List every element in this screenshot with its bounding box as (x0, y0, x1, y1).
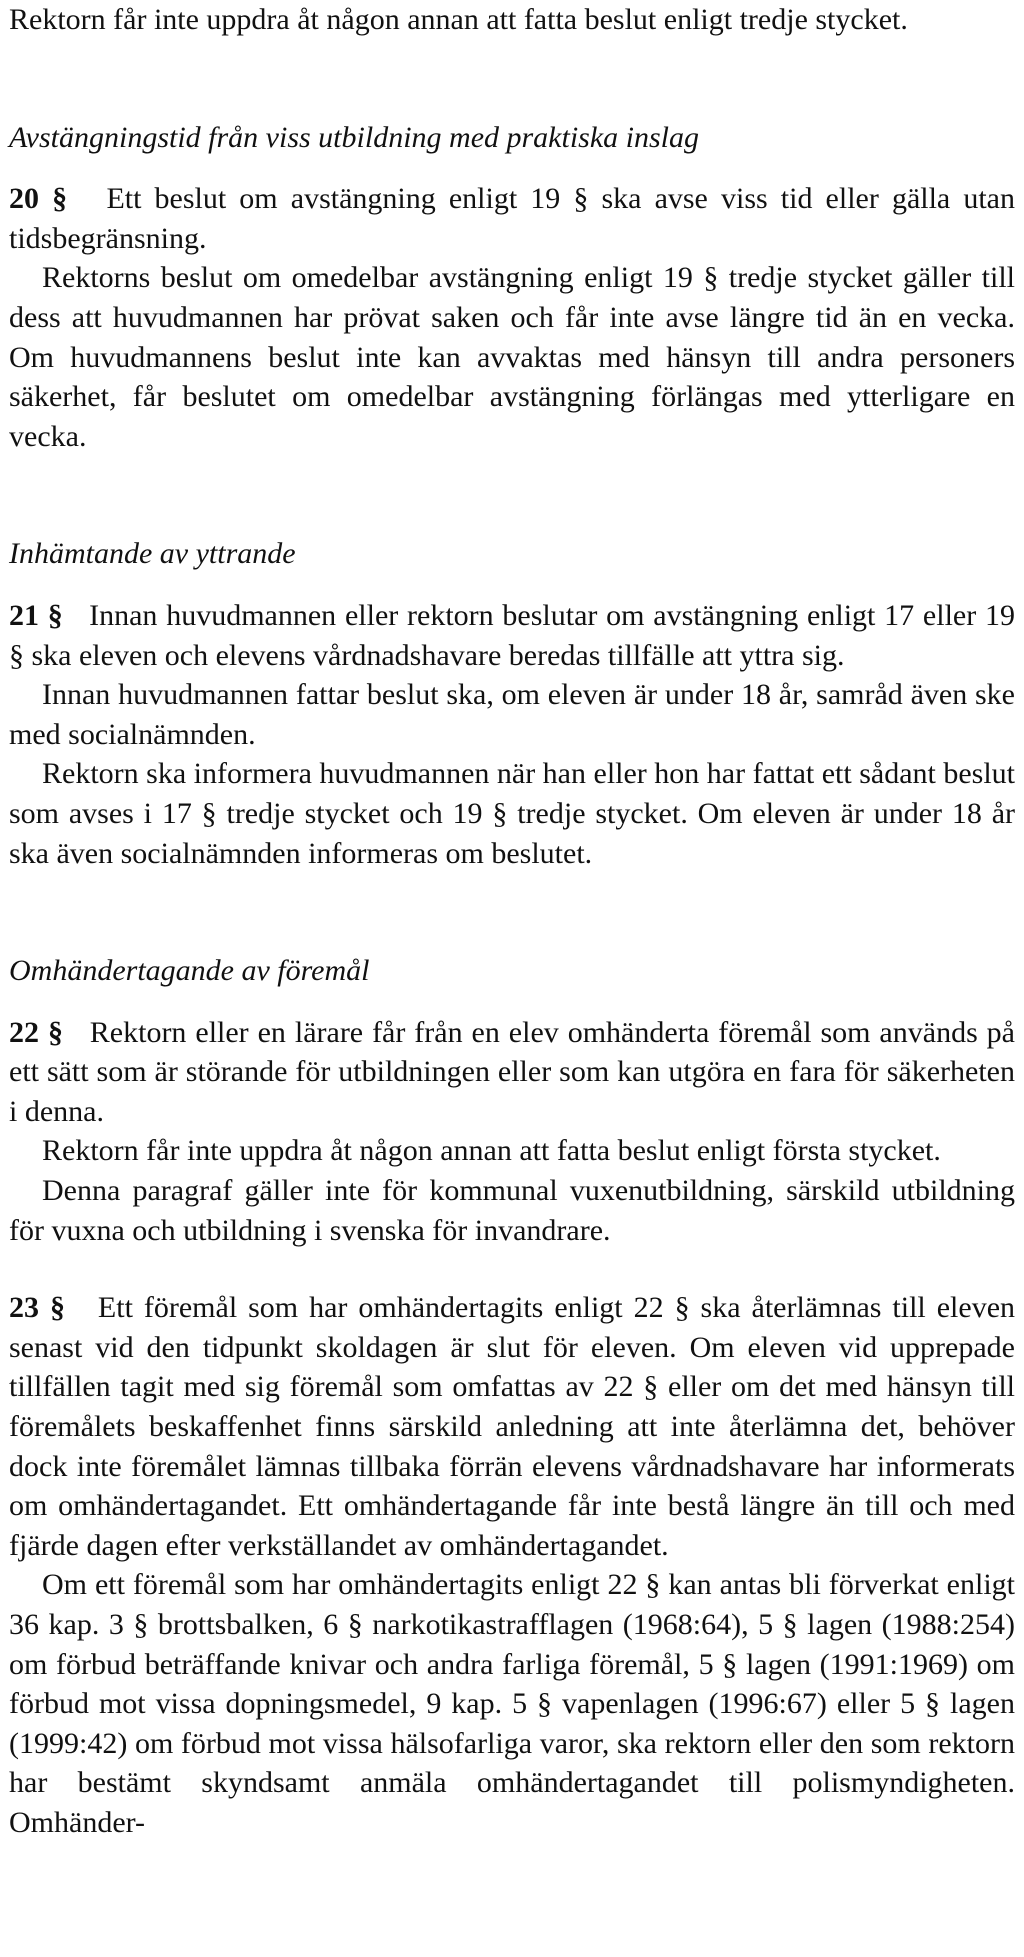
paragraph-23 (9, 1288, 1015, 1565)
section-heading-avstangningstid: Avstängningstid från viss utbildning med praktiska inslag (9, 120, 699, 154)
paragraph-23-cont-1: Om ett föremål som har omhändertagits enligt 22 § kan antas bli förverkat enligt 36 kap. 3 § brottsbalken, 6 § narkotikastrafflagen (1968:64), 5 § lagen (1988:254) om förbud beträffande knivar och andra farliga föremål, 5 § lagen (1991:1969) om förbud mot vissa dopningsmedel, 9 kap. 5 § vapenlagen (1996:67) eller 5 § lagen (1999:42) om förbud mot vissa hälsofarliga varor, ska rektorn eller den som rektorn har bestämt skyndsamt anmäla omhändertagandet till polismyndigheten. Omhänder- (9, 1568, 1015, 1839)
document-page (9, 0, 1015, 1843)
paragraph-22-cont-2: Denna paragraf gäller inte för kommunal vuxenutbildning, särskild utbildning för vuxna och utbildning i svenska för invandrare. (9, 1174, 1015, 1247)
paragraph-22 (9, 1013, 1015, 1132)
spacer (9, 40, 1015, 118)
paragraph-21-cont-2: Rektorn ska informera huvudmannen när han eller hon har fattat ett sådant beslut som avses i 17 § tredje stycket och 19 § tredje stycket. Om eleven är under 18 år ska även socialnämnden informeras om beslutet. (9, 757, 1016, 870)
paragraph-text: Innan huvudmannen eller rektorn beslutar om avstängning enligt 17 eller 19 § ska eleven och elevens vårdnadshavare beredas tillfälle att yttra sig. (9, 598, 1015, 672)
section-heading-inhamtande: Inhämtande av yttrande (9, 537, 296, 571)
paragraph-number: 20 § (9, 182, 68, 216)
spacer (9, 991, 1015, 1013)
paragraph-22-cont-1: Rektorn får inte uppdra åt någon annan att fatta beslut enligt första stycket. (42, 1134, 941, 1168)
spacer (9, 456, 1015, 534)
paragraph-21-cont-1: Innan huvudmannen fattar beslut ska, om eleven är under 18 år, samråd även ske med socialnämnden. (9, 678, 1015, 751)
paragraph-number: 21 § (9, 598, 63, 632)
paragraph-text: Ett beslut om avstängning enligt 19 § ska avse viss tid eller gälla utan tidsbegränsning. (9, 182, 1016, 255)
paragraph-number: 23 § (9, 1291, 65, 1325)
paragraph-text: Ett föremål som har omhändertagits enligt 22 § ska återlämnas till eleven senast vid den tidpunkt skoldagen är slut för eleven. Om eleven vid upprepade tillfällen tagit med sig föremål som omfattas av 22 § eller om det med hänsyn till föremålets beskaffenhet finns särskild anledning att inte återlämna det, behöver dock inte föremålet lämnas tillbaka förrän elevens vårdnadshavare har informerats om omhändertagandet. Ett omhändertagande får inte bestå längre än till och med fjärde dagen efter verkställandet av omhändertagandet. (9, 1291, 1016, 1562)
paragraph-20 (9, 179, 1015, 258)
paragraph-21 (9, 596, 1015, 675)
intro-paragraph: Rektorn får inte uppdra åt någon annan att fatta beslut enligt tredje stycket. (9, 3, 908, 36)
spacer (9, 157, 1015, 179)
paragraph-number: 22 § (9, 1015, 63, 1049)
spacer (9, 1250, 1015, 1288)
paragraph-text: Rektorn eller en lärare får från en elev omhänderta föremål som används på ett sätt som är störande för utbildningen eller som kan utgöra en fara för säkerheten i denna. (9, 1015, 1015, 1128)
spacer (9, 873, 1015, 951)
section-heading-omhandertagande: Omhändertagande av föremål (9, 954, 370, 988)
spacer (9, 574, 1015, 596)
paragraph-20-cont-1: Rektorns beslut om omedelbar avstängning enligt 19 § tredje stycket gäller till dess att huvudmannen har prövat saken och får inte avse längre tid än en vecka. Om huvudmannens beslut inte kan avvaktas med hänsyn till andra personers säkerhet, får beslutet om omedelbar avstängning förlängas med ytterligare en vecka. (9, 261, 1015, 453)
